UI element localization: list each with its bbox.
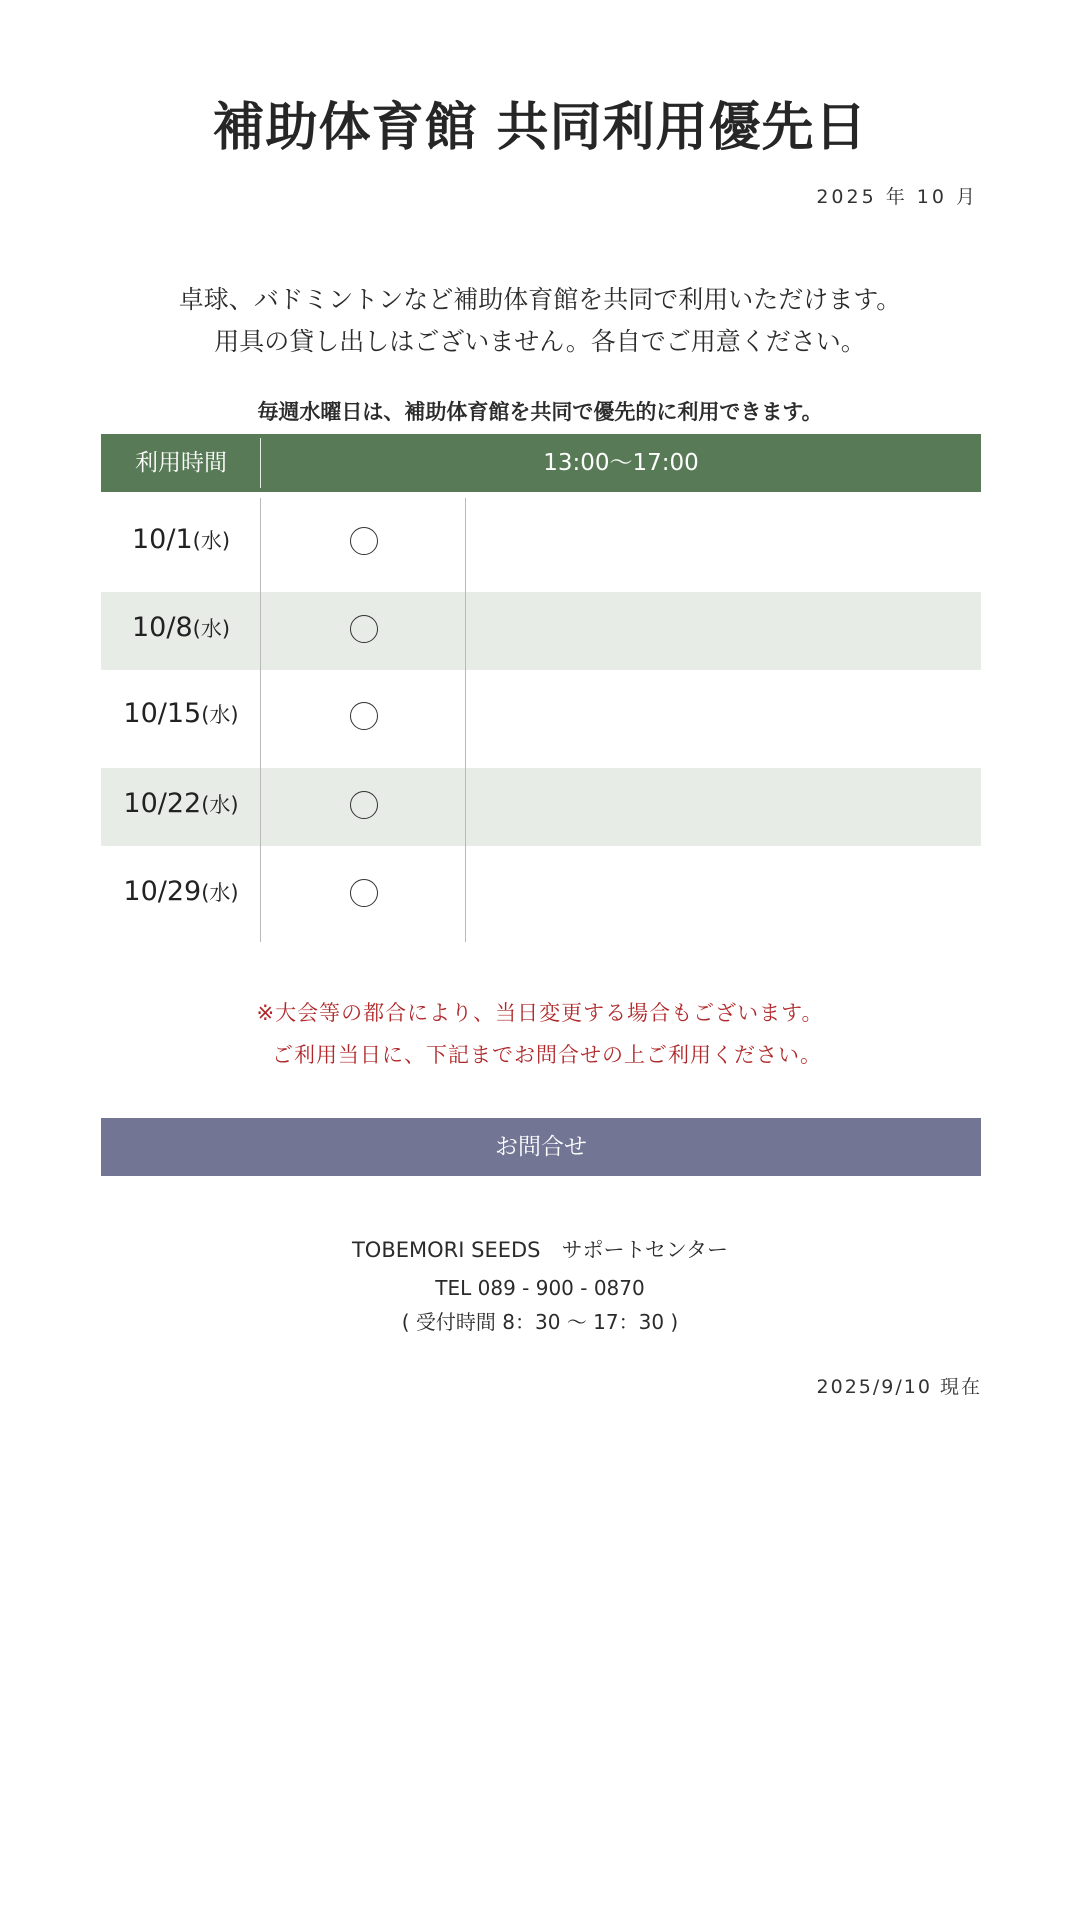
table-row [101,768,981,846]
page-title: 補助体育館 共同利用優先日 [212,98,868,158]
date-value: 10/15 [123,698,202,729]
intro-line-1: 卓球、バドミントンなど補助体育館を共同で利用いただけます。 [178,285,902,314]
available-mark [261,527,466,559]
table-row [101,592,981,670]
as-of-date: 2025/9/10 現在 [816,1376,982,1398]
organization-name: TOBEMORI SEEDS サポートセンター [351,1238,729,1262]
row-date [101,612,261,643]
row-date [101,524,261,555]
circle-mark-icon [350,879,378,907]
table-row [101,670,981,764]
month-label: 2025 年 10 月 [816,186,978,208]
contact-heading: お問合せ [101,1118,981,1176]
day-of-week: (水) [192,529,231,553]
column-divider [465,498,466,942]
row-date [101,788,261,819]
available-mark [261,879,466,911]
row-date [101,876,261,907]
column-divider [260,498,261,942]
day-of-week: (水) [201,881,239,905]
date-value: 10/1 [131,524,193,555]
reception-hours: ( 受付時間 8：30 〜 17：30 ) [401,1310,679,1334]
circle-mark-icon [350,791,378,819]
usage-time-value: 13:00〜17:00 [543,450,699,476]
phone-number[interactable]: TEL 089 - 900 - 0870 [435,1276,645,1300]
day-of-week: (水) [201,703,239,727]
circle-mark-icon [350,702,378,730]
schedule-table-header [101,434,981,492]
usage-time-label: 利用時間 [135,450,227,476]
row-date [101,698,261,729]
date-value: 10/22 [123,788,202,819]
available-mark [261,702,466,734]
date-value: 10/29 [123,876,202,907]
day-of-week: (水) [192,617,231,641]
notice-line-1: ※大会等の都合により、当日変更する場合もございます。 [256,1001,824,1025]
day-of-week: (水) [201,793,239,817]
schedule-table-body [101,498,981,942]
table-row [101,846,981,942]
circle-mark-icon [350,527,378,555]
table-row [101,498,981,586]
date-value: 10/8 [131,612,193,643]
available-mark [261,615,466,647]
notice-line-2: ご利用当日に、下記までお問合せの上ご利用ください。 [272,1043,822,1067]
available-mark [261,791,466,823]
circle-mark-icon [350,615,378,643]
weekly-note: 毎週水曜日は、補助体育館を共同で優先的に利用できます。 [257,400,823,424]
intro-line-2: 用具の貸し出しはございません。各自でご用意ください。 [214,327,866,356]
